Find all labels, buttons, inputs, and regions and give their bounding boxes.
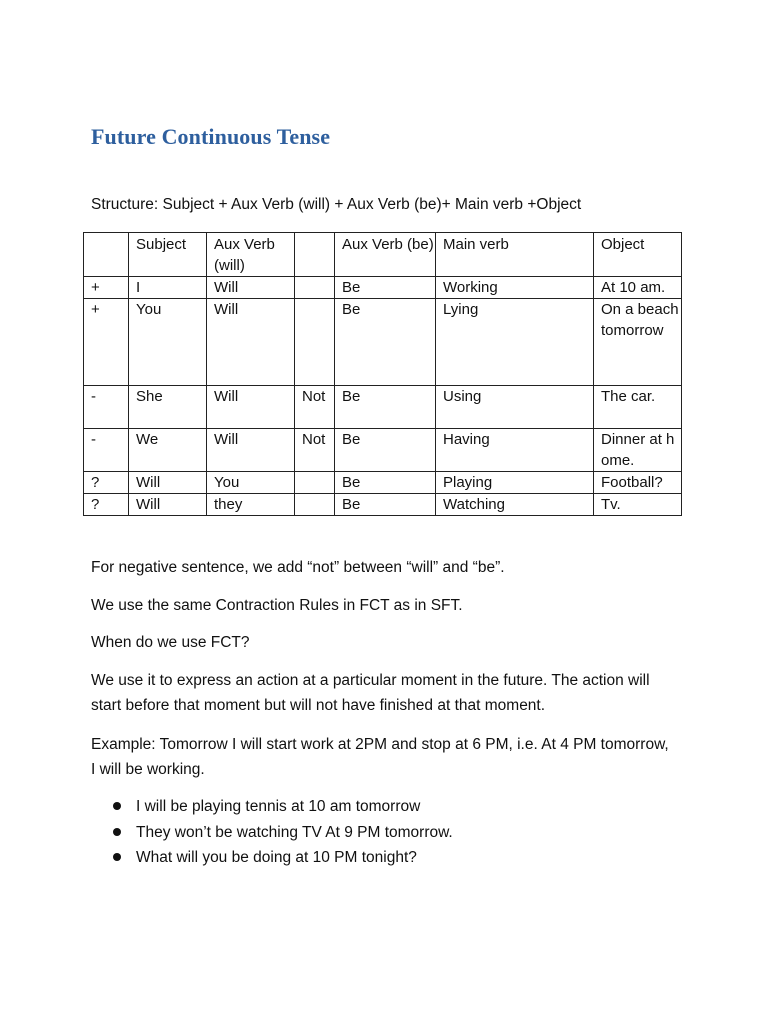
list-item-text: I will be playing tennis at 10 am tomorrow — [136, 798, 421, 815]
bullet-icon — [113, 802, 121, 810]
header-cell-aux-be: Aux Verb (be) — [335, 233, 436, 277]
list-item — [91, 820, 453, 846]
table-cell: - — [84, 429, 129, 472]
paragraph-example: Example: Tomorrow I will start work at 2PM and stop at 6 PM, i.e. At 4 PM tomorrow, I will be working. — [91, 736, 669, 778]
structure-line: Structure: Subject + Aux Verb (will) + Aux Verb (be)+ Main verb +Object — [91, 196, 582, 213]
list-item-text: What will you be doing at 10 PM tonight? — [136, 849, 417, 866]
table-cell: - — [84, 386, 129, 429]
table-row — [84, 277, 682, 299]
table-cell: You — [129, 299, 207, 386]
table-cell: Will — [129, 494, 207, 516]
table-cell: Will — [129, 472, 207, 494]
table-cell: We — [129, 429, 207, 472]
table-cell: Dinner at home. — [594, 429, 682, 472]
table-cell: She — [129, 386, 207, 429]
list-item — [91, 845, 453, 871]
table-cell: + — [84, 299, 129, 386]
table-cell: Not — [295, 386, 335, 429]
table-cell: Be — [335, 299, 436, 386]
table-cell: Will — [207, 386, 295, 429]
table-cell: Tv. — [594, 494, 682, 516]
table-cell: Football? — [594, 472, 682, 494]
list-item-text: They won’t be watching TV At 9 PM tomorrow. — [136, 823, 453, 841]
header-cell-sign — [84, 233, 129, 277]
table-row — [84, 386, 682, 429]
paragraph-negative-rule: For negative sentence, we add “not” between “will” and “be”. — [91, 559, 505, 576]
table-cell: On a beach tomorrow — [594, 299, 682, 386]
table-cell — [295, 472, 335, 494]
document-title: Future Continuous Tense — [91, 124, 331, 149]
header-cell-object: Object — [594, 233, 682, 277]
table-cell: Using — [436, 386, 594, 429]
table-header-row — [84, 233, 682, 277]
table-cell: Be — [335, 429, 436, 472]
table-row — [84, 299, 682, 386]
table-cell: ? — [84, 472, 129, 494]
table-cell: + — [84, 277, 129, 299]
bullet-icon — [113, 828, 121, 836]
table-cell: Will — [207, 299, 295, 386]
table-cell: Watching — [436, 494, 594, 516]
table-cell: Not — [295, 429, 335, 472]
table-cell — [295, 494, 335, 516]
table-cell: Lying — [436, 299, 594, 386]
table-cell: The car. — [594, 386, 682, 429]
table-cell: Be — [335, 494, 436, 516]
table-cell — [295, 277, 335, 299]
table-cell: Be — [335, 277, 436, 299]
header-cell-subject: Subject — [129, 233, 207, 277]
table-cell: Will — [207, 429, 295, 472]
header-cell-not — [295, 233, 335, 277]
list-item — [91, 794, 453, 820]
table-cell: Playing — [436, 472, 594, 494]
paragraph-usage-explanation: We use it to express an action at a particular moment in the future. The action will start before that moment but will not have finished at that moment. — [91, 672, 650, 714]
table-cell: Be — [335, 472, 436, 494]
table-cell: Working — [436, 277, 594, 299]
table-cell: Having — [436, 429, 594, 472]
paragraph-when-question: When do we use FCT? — [91, 634, 250, 651]
tense-table — [83, 232, 682, 516]
table-cell: I — [129, 277, 207, 299]
table-cell — [295, 299, 335, 386]
table-cell: they — [207, 494, 295, 516]
table-row — [84, 472, 682, 494]
header-cell-main-verb: Main verb — [436, 233, 594, 277]
bullet-icon — [113, 853, 121, 861]
header-cell-aux-will: Aux Verb (will) — [207, 233, 295, 277]
table-cell: At 10 am. — [594, 277, 682, 299]
table-cell: You — [207, 472, 295, 494]
table-row — [84, 429, 682, 472]
paragraph-contraction-rules: We use the same Contraction Rules in FCT as in SFT. — [91, 597, 463, 614]
table-cell: Be — [335, 386, 436, 429]
table-row — [84, 494, 682, 516]
table-cell: Will — [207, 277, 295, 299]
example-bullet-list — [91, 794, 453, 871]
table-cell: ? — [84, 494, 129, 516]
